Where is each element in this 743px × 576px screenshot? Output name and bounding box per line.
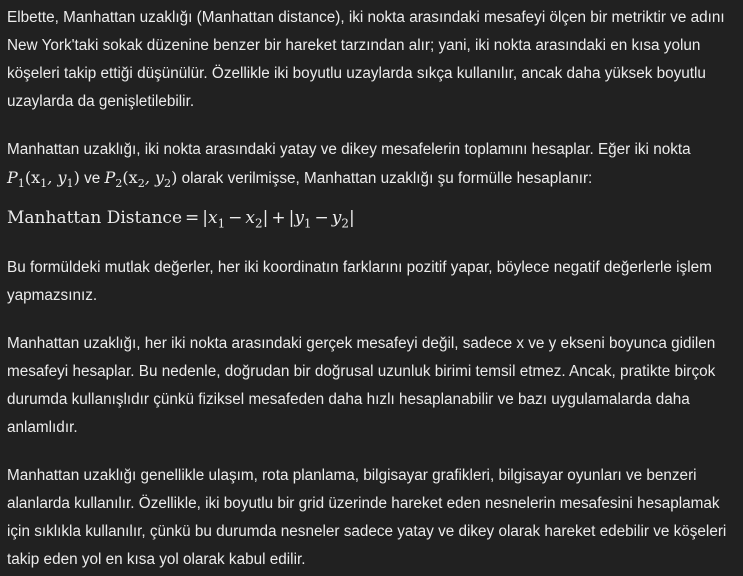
math-point-p1: $P_1(x_1$, $y_1$) (7, 168, 80, 191)
definition-text-intro: Manhattan uzaklığı, iki nokta arasındaki yatay ve dikey mesafelerin toplamını hesaplar. Eğer iki nokta (7, 141, 691, 158)
paragraph-definition (7, 136, 743, 193)
assistant-message (7, 4, 743, 574)
paragraph-applications: Manhattan uzaklığı genellikle ulaşım, rota planlama, bilgisayar grafikleri, bilgisayar oyunları ve benzeri alanlarda kullanılır. Özellikle, iki boyutlu bir grid üzerinde hareket eden nesnelerin mesafesini hesaplamak için sıklıkla kullanılır, çünkü bu durumda nesneler sadece yatay ve dikey olarak hareket edebilir ve köşeleri takip eden yol en kısa yol olarak kabul edilir. (7, 467, 727, 568)
formula-equals: = (185, 208, 200, 228)
formula-block: Manhattan Distance = $|x_1 - x_2| + |y_1 - y_2|$ (7, 208, 355, 231)
math-point-p2: $P_2(x_2$, $y_2$) (104, 168, 178, 191)
paragraph-limitations: Manhattan uzaklığı, her iki nokta arasındaki gerçek mesafeyi değil, sadece x ve y ekseni boyunca gidilen mesafeyi hesaplar. Bu nedenle, doğrudan bir doğrusal uzunluk birimi temsil etmez. Ancak, pratikte birçok durumda kullanışlıdır çünkü fiziksel mesafeden daha hızlı hesaplanabilir ve bazı uygulamalarda daha anlamlıdır. (7, 335, 716, 436)
formula-lhs: Manhattan Distance (7, 208, 183, 228)
paragraph-absolute-values: Bu formüldeki mutlak değerler, her iki koordinatın farklarını pozitif yapar, böylece negatif değerlerle işlem yapmazsınız. (7, 259, 712, 304)
definition-text-tail: olarak verilmişse, Manhattan uzaklığı şu formülle hesaplanır: (181, 170, 593, 187)
paragraph-intro: Elbette, Manhattan uzaklığı (Manhattan distance), iki nokta arasındaki mesafeyi ölçen bir metriktir ve adını New York'taki sokak düzenine benzer bir hareket tarzından alır; yani, iki nokta arasındaki en kısa yolun köşeleri takip ettiği düşünülür. Özellikle iki boyutlu uzaylarda sıkça kullanılır, ancak daha yüksek boyutlu uzaylarda da genişletilebilir. (7, 9, 725, 110)
definition-text-conj: ve (84, 170, 101, 187)
